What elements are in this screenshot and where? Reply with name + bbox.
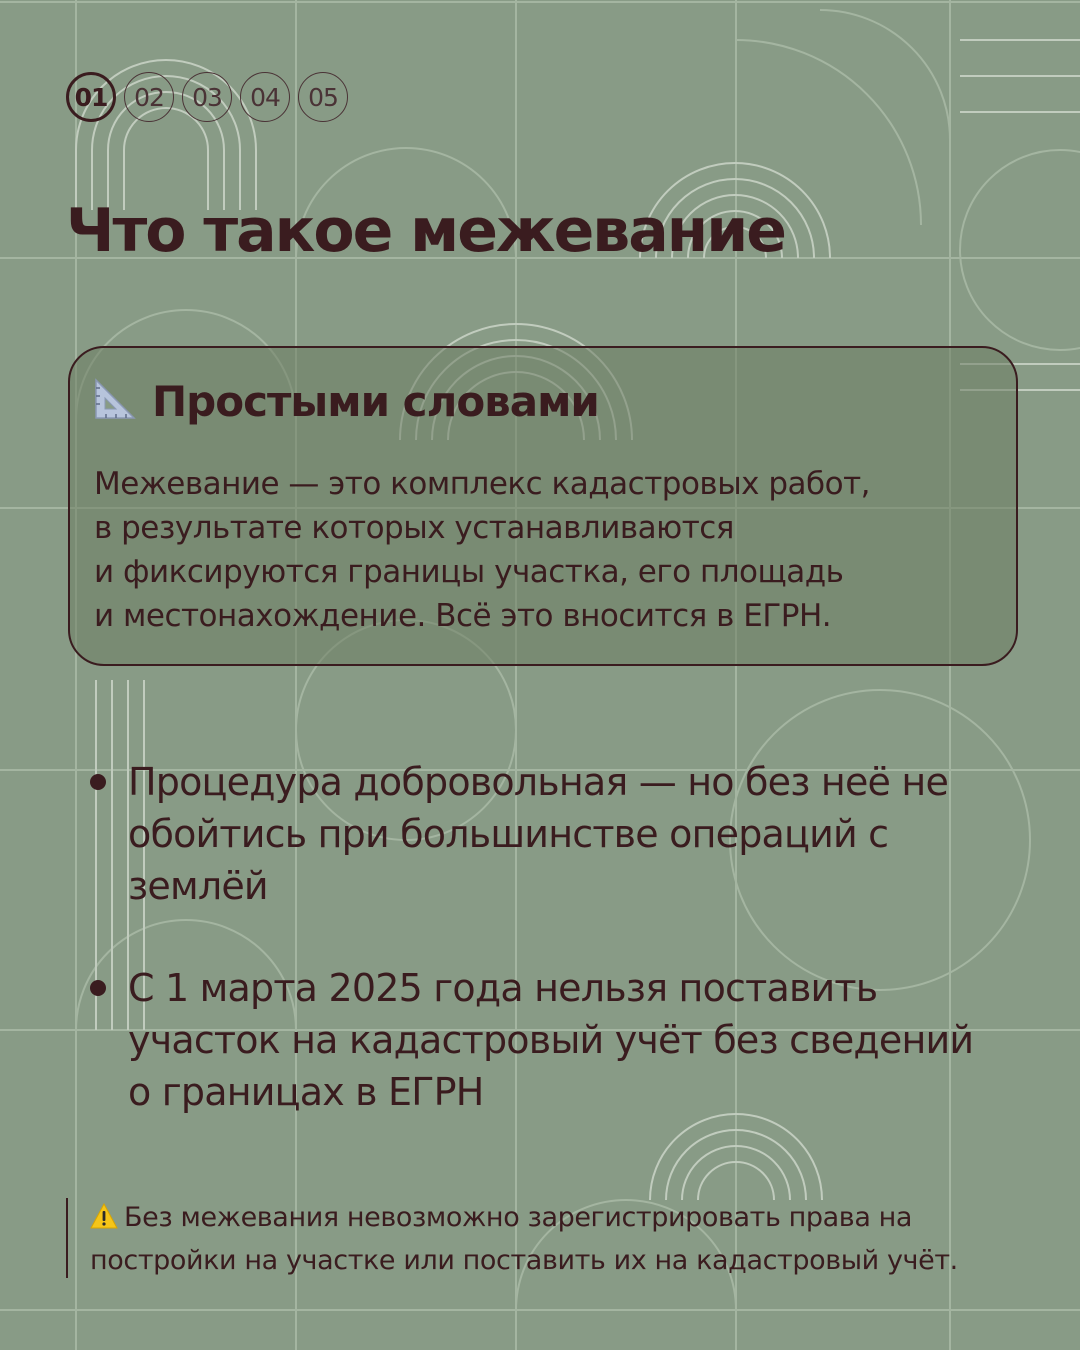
card-text-line: Межевание — это комплекс кадастровых работ, xyxy=(94,466,871,502)
page-title: Что такое межевание xyxy=(66,196,785,266)
bullet-dot-icon xyxy=(90,980,106,996)
step-2[interactable]: 02 xyxy=(124,72,174,122)
warning-icon xyxy=(90,1201,118,1241)
list-item-line: обойтись при большинстве операций с xyxy=(128,812,889,856)
list-item-line: о границах в ЕГРН xyxy=(128,1070,484,1114)
bullet-list xyxy=(88,756,1048,1118)
list-item-line: землёй xyxy=(128,864,268,908)
warning-note xyxy=(66,1198,1056,1278)
triangle-ruler-icon xyxy=(92,376,138,426)
warning-note-line: постройки на участке или поставить их на кадастровый учёт. xyxy=(90,1245,958,1276)
card-text-line: и местонахождение. Всё это вносится в ЕГРН. xyxy=(94,598,832,634)
list-item xyxy=(88,756,1048,912)
card-title: Простыми словами xyxy=(152,376,599,426)
list-item-line: С 1 марта 2025 года нельзя поставить xyxy=(128,966,878,1010)
list-item-line: участок на кадастровый учёт без сведений xyxy=(128,1018,974,1062)
step-3[interactable]: 03 xyxy=(182,72,232,122)
step-1[interactable]: 01 xyxy=(66,72,116,122)
card-text-line: и фиксируются границы участка, его площадь xyxy=(94,554,844,590)
step-4[interactable]: 04 xyxy=(240,72,290,122)
list-item-line: Процедура добровольная — но без неё не xyxy=(128,760,949,804)
step-5[interactable]: 05 xyxy=(298,72,348,122)
card-text xyxy=(94,462,994,638)
card-header xyxy=(92,376,599,426)
definition-card xyxy=(68,346,1018,666)
step-indicator xyxy=(66,72,348,122)
list-item xyxy=(88,962,1048,1118)
bullet-dot-icon xyxy=(90,774,106,790)
card-text-line: в результате которых устанавливаются xyxy=(94,510,734,546)
warning-note-line: Без межевания невозможно зарегистрировать права на xyxy=(124,1202,913,1233)
